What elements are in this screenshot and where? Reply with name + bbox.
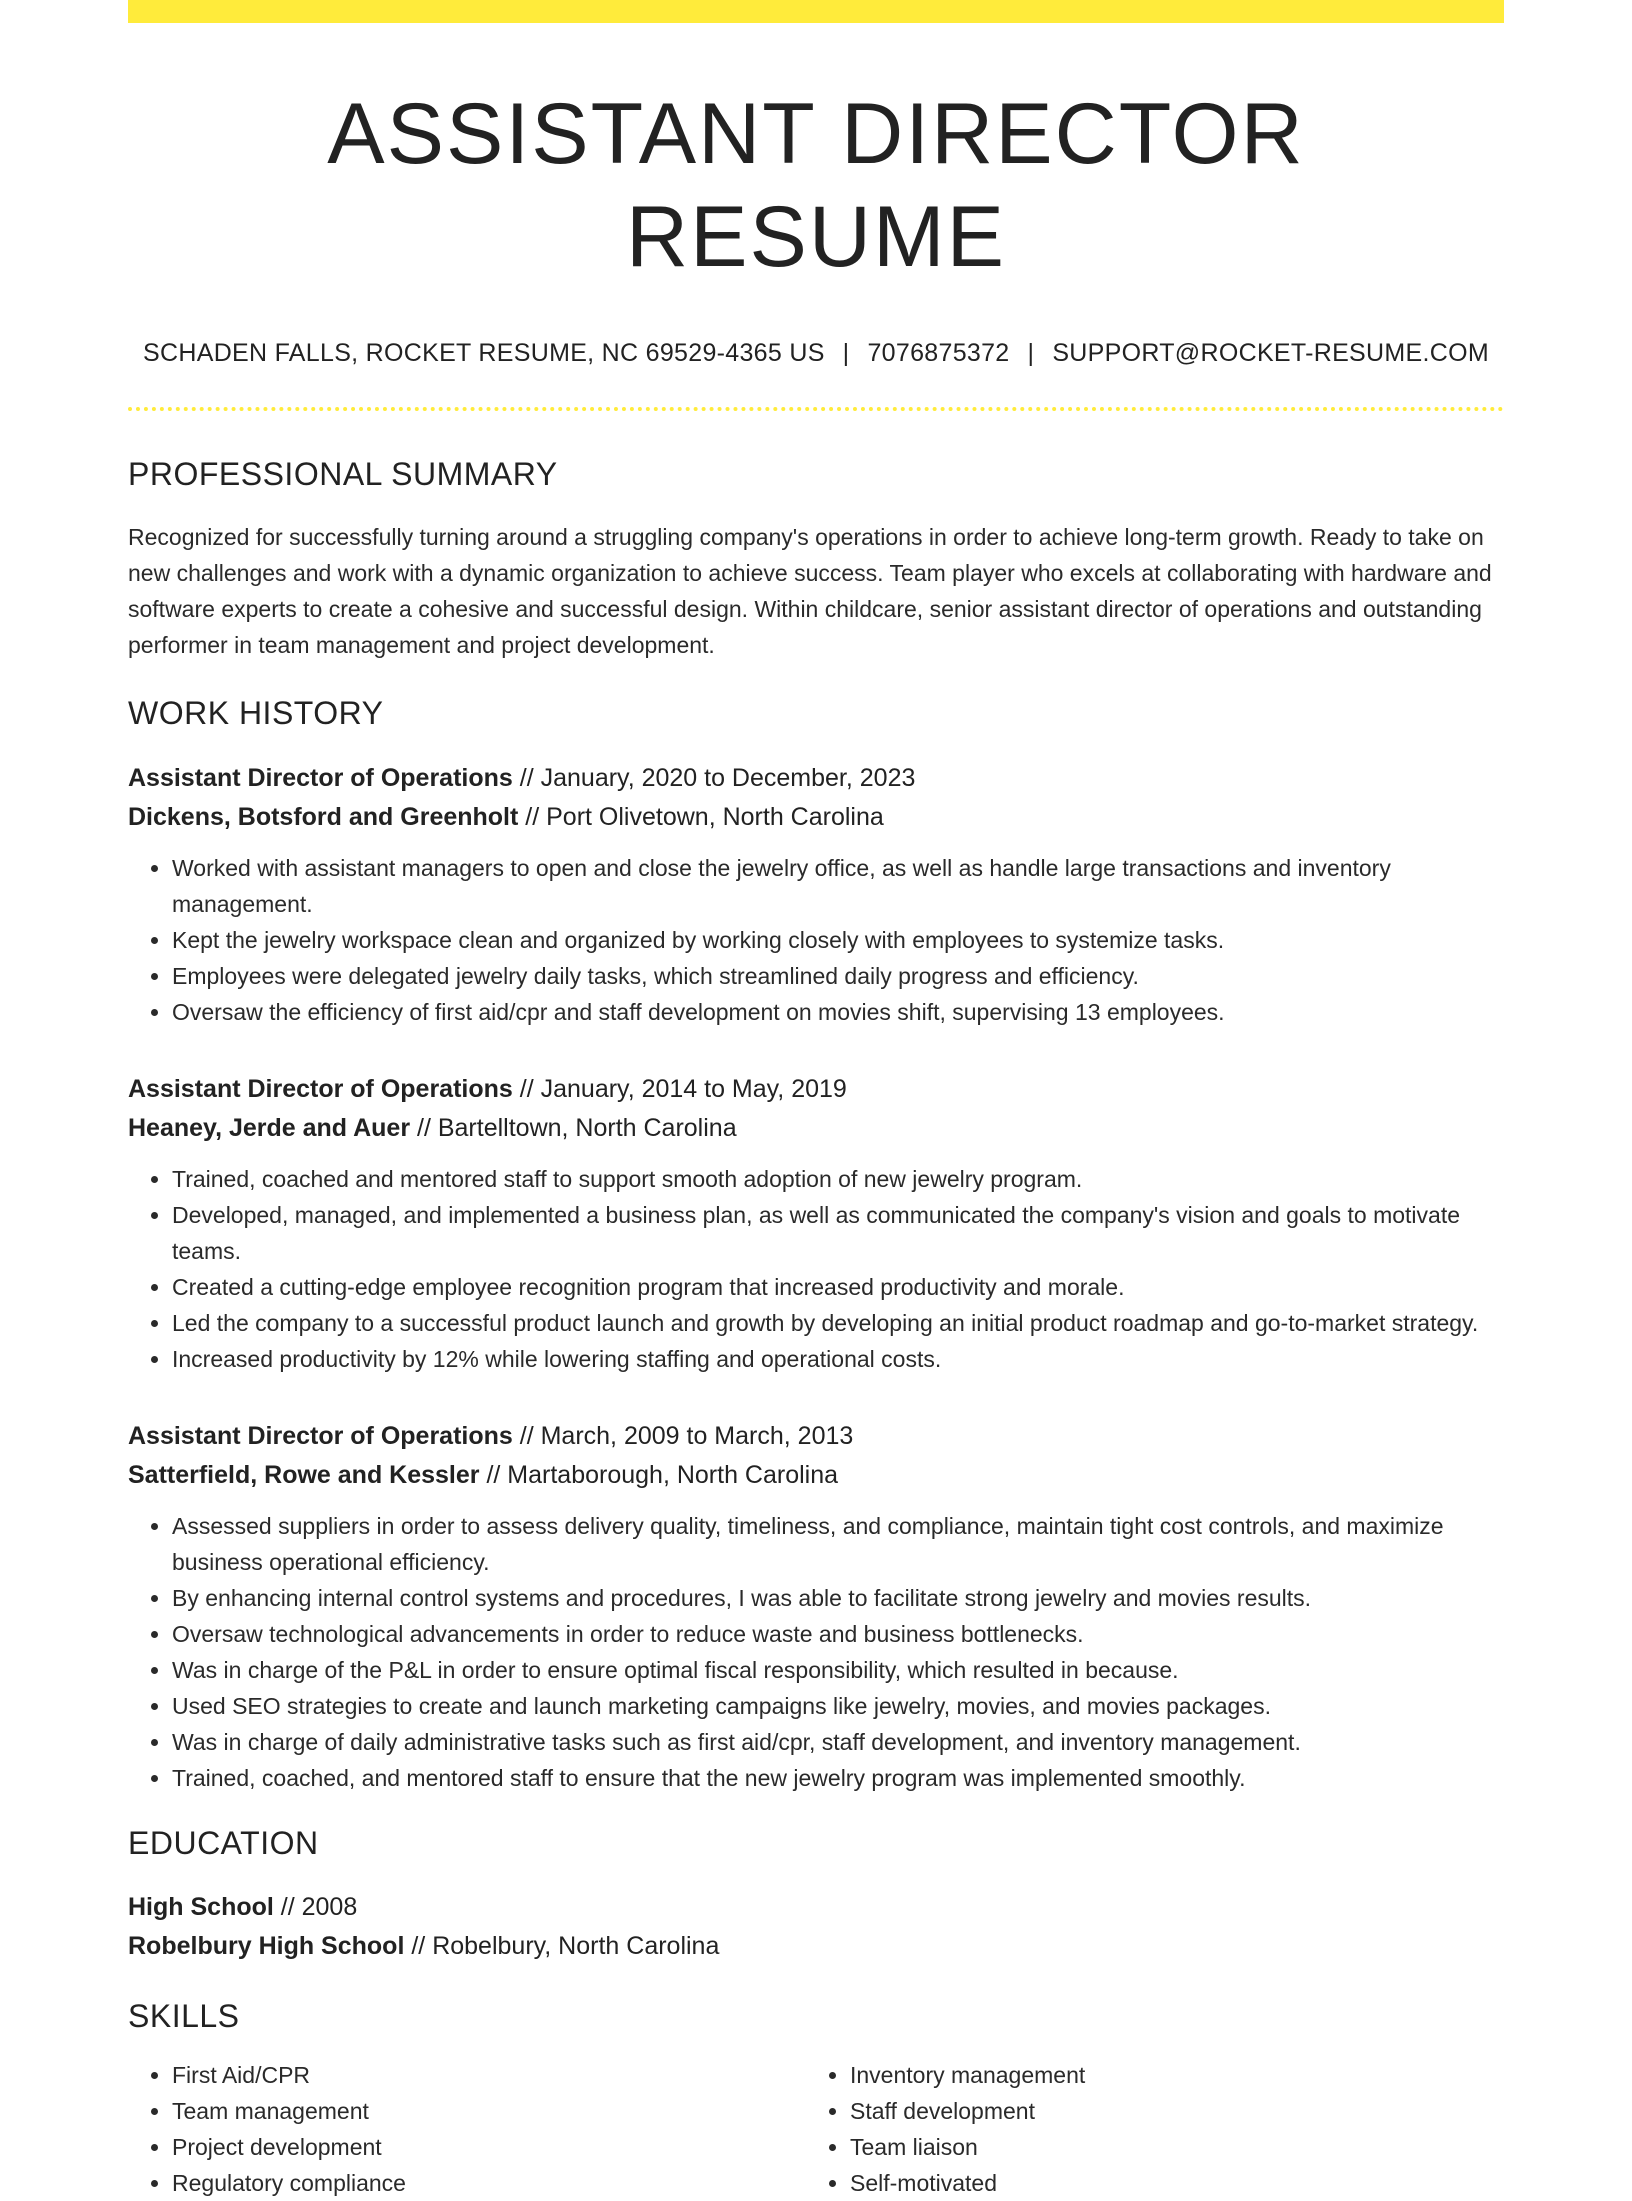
job-company: Heaney, Jerde and Auer	[128, 1113, 411, 1142]
job-bullets	[128, 850, 1504, 1030]
job-bullet: • Developed, managed, and implemented a business plan, as well as communicated the company's vision and goals to motivate teams.	[172, 1197, 1504, 1269]
contact-separator: |	[1027, 339, 1035, 368]
job-role: Assistant Director of Operations	[128, 1074, 513, 1103]
education-location: // Robelbury, North Carolina	[411, 1932, 720, 1961]
job-bullet: • Worked with assistant managers to open and close the jewelry office, as well as handle large transactions and inventory management.	[172, 850, 1504, 922]
job-title-line	[128, 1417, 1504, 1456]
skills-list-left	[128, 2057, 806, 2201]
job-bullet: • Was in charge of daily administrative tasks such as first aid/cpr, staff development, and inventory management.	[172, 1724, 1504, 1760]
contact-address: SCHADEN FALLS, ROCKET RESUME, NC 69529-4365 US	[143, 339, 825, 368]
job-location: // Martaborough, North Carolina	[486, 1460, 839, 1489]
job-bullet: • Assessed suppliers in order to assess delivery quality, timeliness, and compliance, maintain tight cost controls, and maximize business operational efficiency.	[172, 1508, 1504, 1580]
job-company: Satterfield, Rowe and Kessler	[128, 1460, 480, 1489]
resume-title: ASSISTANT DIRECTOR RESUME	[327, 86, 1305, 286]
skills-list-right	[806, 2057, 1484, 2201]
skill-item: • Project development	[172, 2129, 806, 2165]
dotted-divider	[128, 407, 1504, 411]
skills-columns	[128, 2057, 1504, 2201]
education-school: Robelbury High School	[128, 1932, 405, 1961]
job-bullet: • Oversaw technological advancements in order to reduce waste and business bottlenecks.	[172, 1616, 1504, 1652]
education-heading: EDUCATION	[128, 1824, 319, 1861]
skill-item: • Regulatory compliance	[172, 2165, 806, 2201]
job-company-line	[128, 798, 1504, 837]
skill-item: • Team liaison	[850, 2129, 1484, 2165]
skill-item: • Staff development	[850, 2093, 1484, 2129]
job-company-line	[128, 1109, 1504, 1148]
job-dates: // January, 2020 to December, 2023	[519, 763, 916, 792]
job-bullet: • Employees were delegated jewelry daily tasks, which streamlined daily progress and efficiency.	[172, 958, 1504, 994]
job-bullet: • Oversaw the efficiency of first aid/cpr and staff development on movies shift, supervising 13 employees.	[172, 994, 1504, 1030]
job-bullet: • Increased productivity by 12% while lowering staffing and operational costs.	[172, 1341, 1504, 1377]
job-role: Assistant Director of Operations	[128, 763, 513, 792]
job-bullet: • Created a cutting-edge employee recognition program that increased productivity and morale.	[172, 1269, 1504, 1305]
job-role: Assistant Director of Operations	[128, 1421, 513, 1450]
job-title-line	[128, 759, 1504, 798]
job-bullets	[128, 1508, 1504, 1796]
job-bullet: • Used SEO strategies to create and launch marketing campaigns like jewelry, movies, and movies packages.	[172, 1688, 1504, 1724]
job-location: // Port Olivetown, North Carolina	[525, 802, 884, 831]
job-bullet: • Kept the jewelry workspace clean and organized by working closely with employees to systemize tasks.	[172, 922, 1504, 958]
education-school-line	[128, 1927, 1504, 1966]
job-dates: // January, 2014 to May, 2019	[519, 1074, 847, 1103]
skill-item: • Self-motivated	[850, 2165, 1484, 2201]
job-bullets	[128, 1161, 1504, 1377]
job-bullet: • Led the company to a successful product launch and growth by developing an initial product roadmap and go-to-market strategy.	[172, 1305, 1504, 1341]
summary-heading: PROFESSIONAL SUMMARY	[128, 455, 558, 492]
skill-item: • First Aid/CPR	[172, 2057, 806, 2093]
education-degree: High School	[128, 1893, 274, 1922]
job-entry	[128, 1417, 1504, 1796]
skill-item: • Inventory management	[850, 2057, 1484, 2093]
summary-text: Recognized for successfully turning around a struggling company's operations in order to achieve long-term growth. Ready to take on new challenges and work with a dynamic organization to achieve success. Team player who excels at collaborating with hardware and software experts to create a cohesive and successful design. Within childcare, senior assistant director of operations and outstanding performer in team management and project development.	[128, 524, 1492, 659]
job-bullet: • By enhancing internal control systems and procedures, I was able to facilitate strong jewelry and movies results.	[172, 1580, 1504, 1616]
job-bullet: • Trained, coached and mentored staff to support smooth adoption of new jewelry program.	[172, 1161, 1504, 1197]
skills-heading: SKILLS	[128, 1998, 240, 2035]
contact-line	[128, 337, 1504, 370]
education-degree-line	[128, 1888, 1504, 1927]
job-bullet: • Trained, coached, and mentored staff to ensure that the new jewelry program was implemented smoothly.	[172, 1760, 1504, 1796]
contact-email: SUPPORT@ROCKET-RESUME.COM	[1052, 339, 1489, 368]
job-entry	[128, 759, 1504, 1030]
job-location: // Bartelltown, North Carolina	[417, 1113, 737, 1142]
job-bullet: • Was in charge of the P&L in order to ensure optimal fiscal responsibility, which resulted in because.	[172, 1652, 1504, 1688]
education-entry	[128, 1888, 1504, 1966]
contact-separator: |	[842, 339, 850, 368]
skill-item: • Team management	[172, 2093, 806, 2129]
job-title-line	[128, 1070, 1504, 1109]
top-accent-bar	[128, 0, 1504, 23]
education-year: // 2008	[280, 1893, 358, 1922]
work-history-heading: WORK HISTORY	[128, 695, 384, 732]
resume-page	[128, 0, 1504, 2201]
job-dates: // March, 2009 to March, 2013	[519, 1421, 854, 1450]
job-company: Dickens, Botsford and Greenholt	[128, 802, 519, 831]
job-entry	[128, 1070, 1504, 1377]
job-company-line	[128, 1456, 1504, 1495]
contact-phone: 7076875372	[867, 339, 1010, 368]
